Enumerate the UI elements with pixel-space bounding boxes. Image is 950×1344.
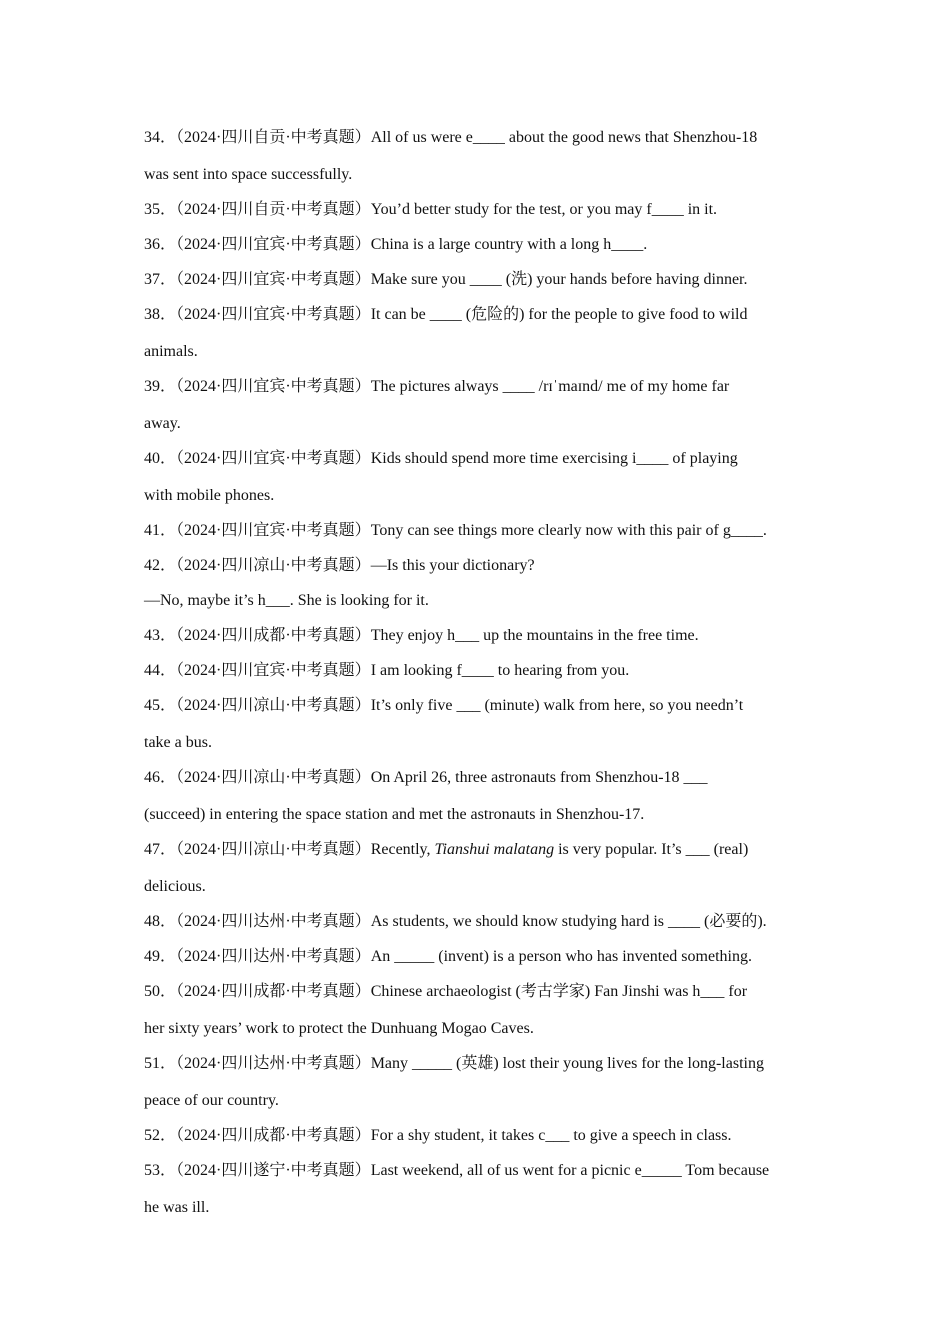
question-source: （2024·四川自贡·中考真题） bbox=[176, 201, 371, 218]
question-line bbox=[144, 797, 806, 832]
question-number: 40． bbox=[144, 450, 177, 467]
question-line bbox=[144, 1153, 806, 1190]
question-text: Make sure you ____ (洗) your hands before having dinner. bbox=[370, 271, 748, 288]
question-number: 53． bbox=[144, 1162, 177, 1179]
question-47 bbox=[144, 832, 806, 904]
question-44 bbox=[144, 653, 806, 688]
question-37 bbox=[144, 262, 806, 297]
question-text: Recently, bbox=[370, 841, 435, 858]
question-number: 34． bbox=[144, 129, 177, 146]
question-number: 46． bbox=[144, 769, 177, 786]
question-text: Last weekend, all of us went for a picnic e_____ Tom because bbox=[370, 1162, 770, 1179]
question-line bbox=[144, 334, 806, 369]
question-line bbox=[144, 939, 806, 974]
question-line bbox=[144, 904, 806, 939]
question-text: As students, we should know studying hard is ____ (必要的). bbox=[370, 913, 767, 930]
question-line bbox=[144, 583, 806, 618]
question-text: The pictures always ____ /rɪˈmaɪnd/ me of my home far bbox=[370, 378, 730, 395]
question-number: 37． bbox=[144, 271, 177, 288]
question-line bbox=[144, 548, 806, 583]
question-text: You’d better study for the test, or you may f____ in it. bbox=[370, 201, 718, 218]
question-list bbox=[144, 120, 806, 1225]
question-52 bbox=[144, 1118, 806, 1153]
question-line bbox=[144, 478, 806, 513]
question-source: （2024·四川遂宁·中考真题） bbox=[176, 1162, 371, 1179]
question-source: （2024·四川凉山·中考真题） bbox=[176, 557, 371, 574]
question-46 bbox=[144, 760, 806, 832]
question-35 bbox=[144, 192, 806, 227]
question-text: is very popular. It’s ___ (real) bbox=[554, 841, 749, 858]
question-text: —Is this your dictionary? bbox=[370, 557, 535, 574]
question-line bbox=[144, 832, 806, 869]
question-39 bbox=[144, 369, 806, 441]
question-50 bbox=[144, 974, 806, 1046]
question-number: 52． bbox=[144, 1127, 177, 1144]
question-source: （2024·四川宜宾·中考真题） bbox=[176, 306, 371, 323]
question-number: 35． bbox=[144, 201, 177, 218]
question-36 bbox=[144, 227, 806, 262]
question-text: was sent into space successfully. bbox=[144, 166, 353, 183]
question-text: China is a large country with a long h____. bbox=[370, 236, 648, 253]
question-number: 50． bbox=[144, 983, 177, 1000]
question-text: (succeed) in entering the space station and met the astronauts in Shenzhou-17. bbox=[144, 806, 645, 823]
question-line bbox=[144, 262, 806, 297]
question-text: animals. bbox=[144, 343, 198, 360]
question-text: On April 26, three astronauts from Shenzhou-18 ___ bbox=[370, 769, 708, 786]
question-line bbox=[144, 120, 806, 157]
question-line bbox=[144, 1046, 806, 1083]
question-45 bbox=[144, 688, 806, 760]
question-source: （2024·四川宜宾·中考真题） bbox=[176, 662, 371, 679]
question-text: take a bus. bbox=[144, 734, 212, 751]
question-line bbox=[144, 688, 806, 725]
question-text: I am looking f____ to hearing from you. bbox=[370, 662, 630, 679]
question-line bbox=[144, 1083, 806, 1118]
question-text: delicious. bbox=[144, 878, 206, 895]
question-source: （2024·四川成都·中考真题） bbox=[176, 983, 371, 1000]
question-source: （2024·四川宜宾·中考真题） bbox=[176, 522, 371, 539]
question-source: （2024·四川宜宾·中考真题） bbox=[176, 378, 371, 395]
question-line bbox=[144, 192, 806, 227]
question-source: （2024·四川宜宾·中考真题） bbox=[176, 271, 371, 288]
question-number: 38． bbox=[144, 306, 177, 323]
question-number: 47． bbox=[144, 841, 177, 858]
question-text: her sixty years’ work to protect the Dunhuang Mogao Caves. bbox=[144, 1020, 534, 1037]
question-source: （2024·四川自贡·中考真题） bbox=[176, 129, 371, 146]
question-number: 43． bbox=[144, 627, 177, 644]
question-line bbox=[144, 157, 806, 192]
question-text: with mobile phones. bbox=[144, 487, 275, 504]
question-text: Kids should spend more time exercising i____ of playing bbox=[370, 450, 738, 467]
question-line bbox=[144, 1011, 806, 1046]
question-source: （2024·四川达州·中考真题） bbox=[176, 948, 371, 965]
question-number: 42． bbox=[144, 557, 177, 574]
question-source: （2024·四川宜宾·中考真题） bbox=[176, 450, 371, 467]
question-source: （2024·四川成都·中考真题） bbox=[176, 627, 371, 644]
question-text: All of us were e____ about the good news that Shenzhou-18 bbox=[370, 129, 758, 146]
question-34 bbox=[144, 120, 806, 192]
question-43 bbox=[144, 618, 806, 653]
question-number: 51． bbox=[144, 1055, 177, 1072]
question-text: An _____ (invent) is a person who has invented something. bbox=[370, 948, 752, 965]
question-48 bbox=[144, 904, 806, 939]
question-line bbox=[144, 974, 806, 1011]
question-source: （2024·四川成都·中考真题） bbox=[176, 1127, 371, 1144]
question-text: It can be ____ (危险的) for the people to give food to wild bbox=[370, 306, 748, 323]
question-text: Many _____ (英雄) lost their young lives for the long-lasting bbox=[370, 1055, 764, 1072]
question-text: he was ill. bbox=[144, 1199, 210, 1216]
question-text: It’s only five ___ (minute) walk from here, so you needn’t bbox=[370, 697, 744, 714]
question-49 bbox=[144, 939, 806, 974]
question-line bbox=[144, 369, 806, 406]
question-line bbox=[144, 653, 806, 688]
question-line bbox=[144, 760, 806, 797]
question-line bbox=[144, 869, 806, 904]
question-number: 48． bbox=[144, 913, 177, 930]
question-line bbox=[144, 441, 806, 478]
question-41 bbox=[144, 513, 806, 548]
question-line bbox=[144, 1190, 806, 1225]
question-number: 39． bbox=[144, 378, 177, 395]
question-51 bbox=[144, 1046, 806, 1118]
question-text: peace of our country. bbox=[144, 1092, 279, 1109]
question-number: 44． bbox=[144, 662, 177, 679]
question-source: （2024·四川宜宾·中考真题） bbox=[176, 236, 371, 253]
question-line bbox=[144, 227, 806, 262]
question-42 bbox=[144, 548, 806, 618]
question-line bbox=[144, 406, 806, 441]
question-number: 41． bbox=[144, 522, 177, 539]
question-source: （2024·四川凉山·中考真题） bbox=[176, 769, 371, 786]
question-text: For a shy student, it takes c___ to give a speech in class. bbox=[370, 1127, 732, 1144]
question-40 bbox=[144, 441, 806, 513]
question-source: （2024·四川凉山·中考真题） bbox=[176, 697, 371, 714]
question-text-italic: Tianshui malatang bbox=[434, 841, 555, 858]
question-53 bbox=[144, 1153, 806, 1225]
question-source: （2024·四川达州·中考真题） bbox=[176, 1055, 371, 1072]
question-line bbox=[144, 1118, 806, 1153]
question-line bbox=[144, 297, 806, 334]
question-line bbox=[144, 513, 806, 548]
question-source: （2024·四川达州·中考真题） bbox=[176, 913, 371, 930]
question-text: Tony can see things more clearly now with this pair of g____. bbox=[370, 522, 767, 539]
question-number: 36． bbox=[144, 236, 177, 253]
question-number: 49． bbox=[144, 948, 177, 965]
question-text: away. bbox=[144, 415, 181, 432]
question-text: They enjoy h___ up the mountains in the free time. bbox=[370, 627, 699, 644]
question-line bbox=[144, 618, 806, 653]
question-text: Chinese archaeologist (考古学家) Fan Jinshi was h___ for bbox=[370, 983, 748, 1000]
question-number: 45． bbox=[144, 697, 177, 714]
question-text: —No, maybe it’s h___. She is looking for it. bbox=[144, 592, 429, 609]
question-line bbox=[144, 725, 806, 760]
question-38 bbox=[144, 297, 806, 369]
question-source: （2024·四川凉山·中考真题） bbox=[176, 841, 371, 858]
